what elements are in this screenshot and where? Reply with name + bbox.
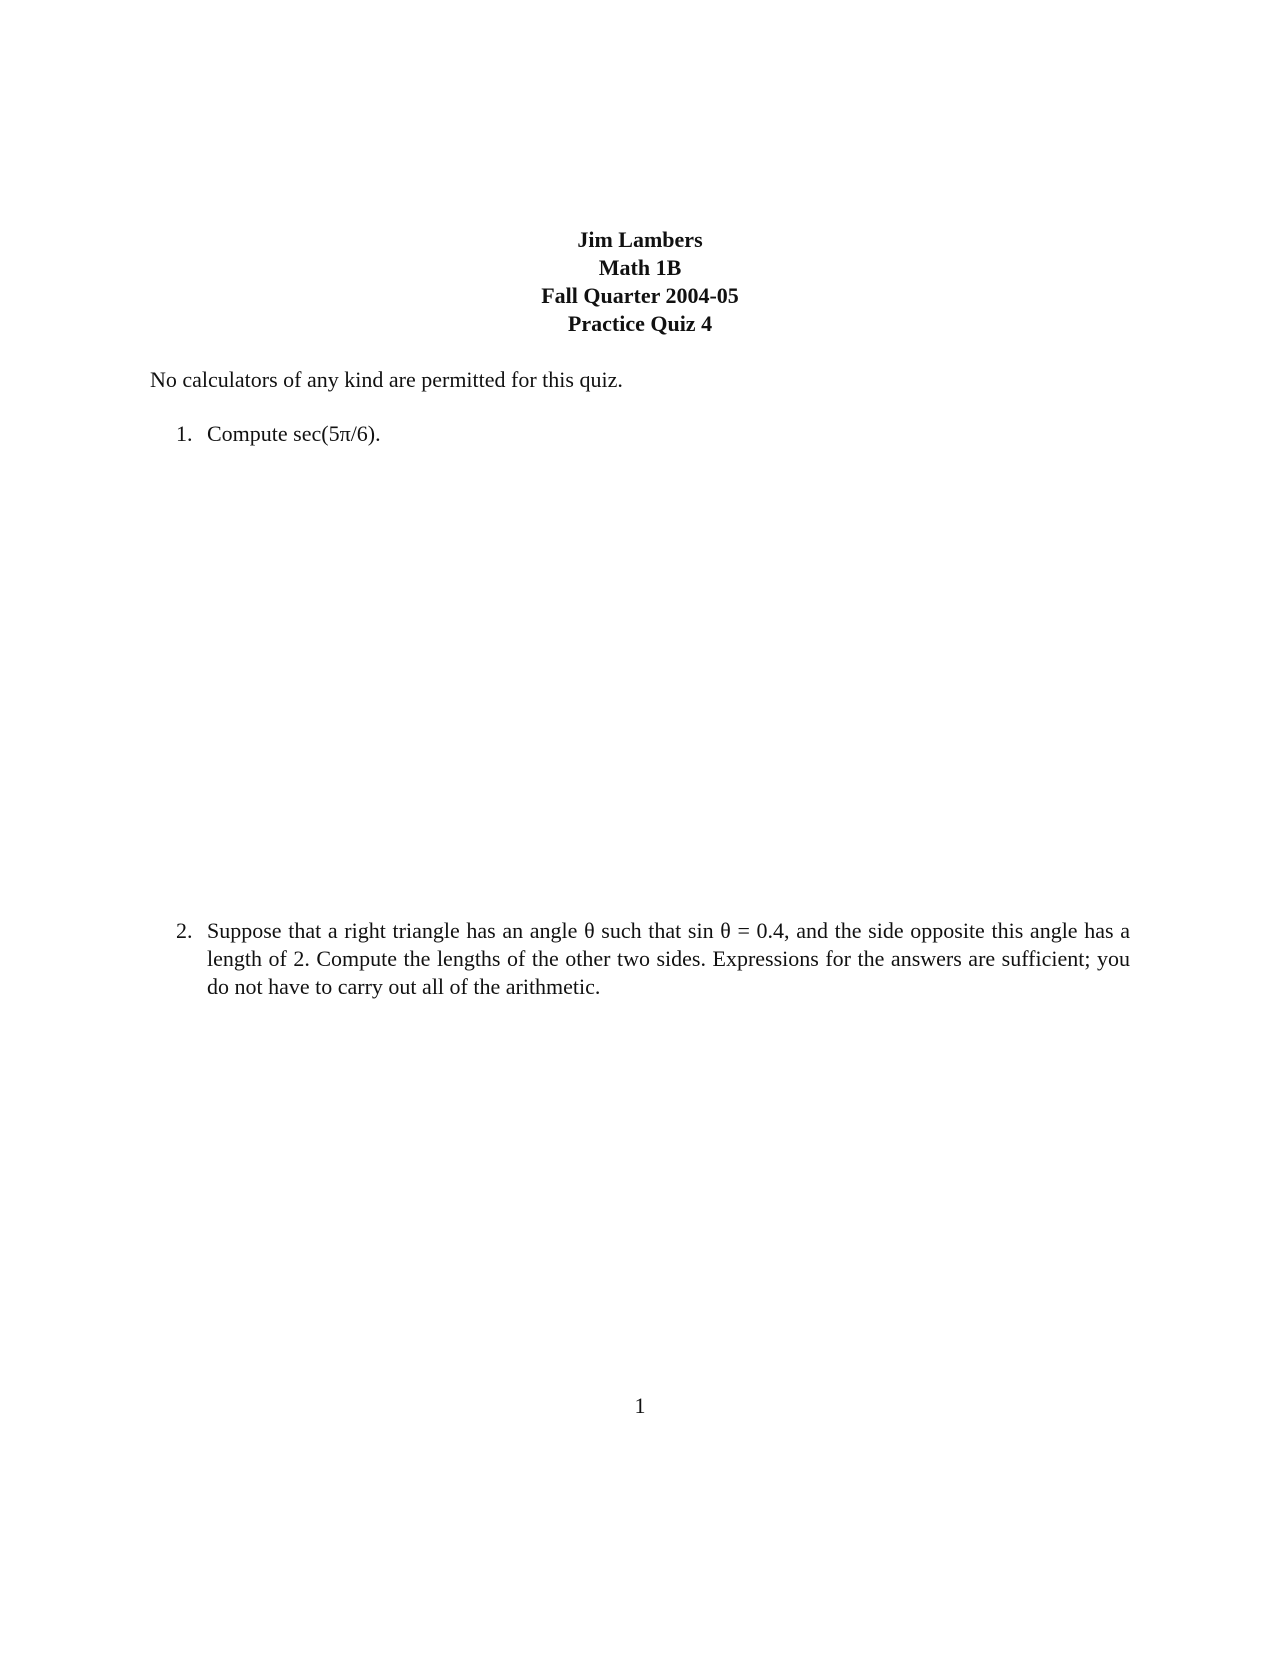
page-number: 1 (634, 1393, 646, 1418)
problem-number: 1. (176, 421, 193, 446)
quiz-title: Practice Quiz 4 (567, 311, 713, 336)
problem-text: Compute sec(5π/6). (207, 421, 381, 446)
term-label: Fall Quarter 2004-05 (541, 283, 739, 308)
problem-number: 2. (176, 918, 193, 943)
problem-item (150, 420, 1130, 448)
problem-item (150, 917, 1130, 1001)
instructions-text: No calculators of any kind are permitted for this quiz. (150, 367, 623, 392)
course-name: Math 1B (598, 255, 682, 280)
author-name: Jim Lambers (577, 227, 703, 252)
problem-text: Suppose that a right triangle has an angle θ such that sin θ = 0.4, and the side opposite this angle has a length of 2. Compute the lengths of the other two sides. Expressions for the answers are sufficient; you do not have to carry out all of the arithmetic. (207, 918, 1130, 999)
document-header (0, 226, 1280, 338)
